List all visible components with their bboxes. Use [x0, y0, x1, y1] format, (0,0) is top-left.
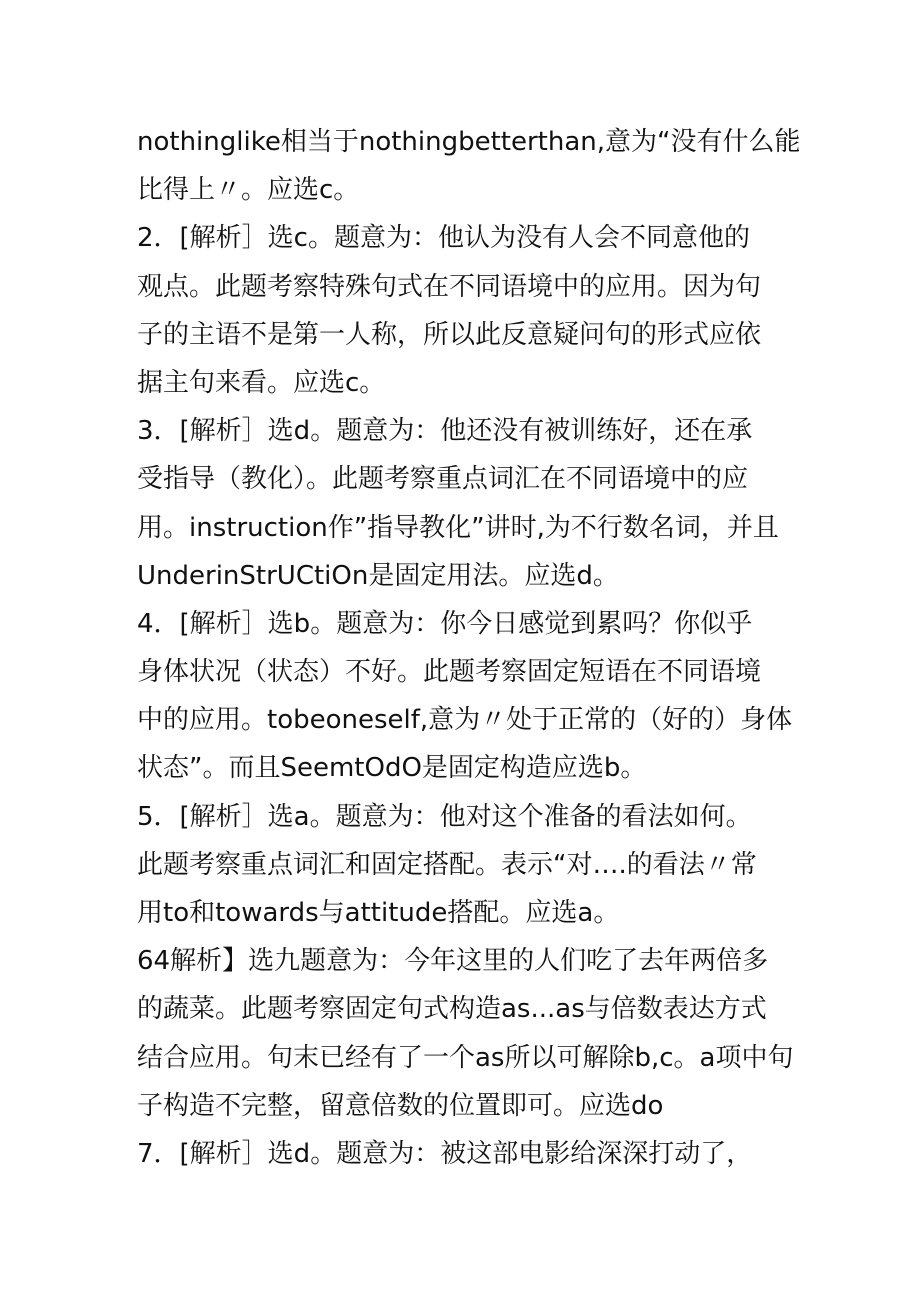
text-line: 中的应用。tobeoneself,意为〃处于正常的（好的）身体 [137, 705, 793, 736]
text-line: nothinglike相当于nothingbetterthan,意为“没有什么能 [137, 127, 801, 157]
text-line: 比得上〃。应选c。 [137, 175, 360, 206]
text-line: 3．[解析］选d。题意为：他还没有被训练好，还在承 [137, 416, 753, 447]
text-line: 据主句来看。应选c。 [137, 367, 386, 398]
text-line: 子的主语不是第一人称，所以此反意疑问句的形式应依 [137, 319, 762, 350]
text-line: 子构造不完整，留意倍数的位置即可。应选do [137, 1090, 664, 1121]
text-line: 状态”。而且SeemtOdO是固定构造应选b。 [137, 753, 647, 784]
text-line: 身体状况（状态）不好。此题考察固定短语在不同语境 [137, 657, 762, 688]
answer-explanations [137, 118, 801, 1178]
text-line: 7．[解析］选d。题意为：被这部电影给深深打动了， [137, 1138, 753, 1169]
text-line: 受指导（教化）。此题考察重点词汇在不同语境中的应 [137, 464, 749, 495]
text-line: 用。instruction作”指导教化”讲时,为不行数名词，并且 [137, 512, 779, 543]
text-line: 64解析】选九题意为：今年这里的人们吃了去年两倍多 [137, 946, 769, 977]
text-line: 结合应用。句末已经有了一个as所以可解除b,c。a项中句 [137, 1042, 794, 1073]
text-line: 观点。此题考察特殊句式在不同语境中的应用。因为句 [137, 271, 762, 302]
text-line: UnderinStrUCtiOn是固定用法。应选d。 [137, 560, 619, 591]
text-line: 用to和towards与attitude搭配。应选a。 [137, 898, 620, 928]
text-line: 2．[解析］选c。题意为：他认为没有人会不同意他的 [137, 223, 750, 254]
text-line: 此题考察重点词汇和固定搭配。表示“对….的看法〃常 [137, 849, 757, 880]
text-line: 4．[解析］选b。题意为：你今日感觉到累吗？你似乎 [137, 608, 753, 639]
text-line: 5．[解析］选a。题意为：他对这个准备的看法如何。 [137, 801, 752, 832]
text-line: 的蔬菜。此题考察固定句式构造as...as与倍数表达方式 [137, 994, 767, 1025]
